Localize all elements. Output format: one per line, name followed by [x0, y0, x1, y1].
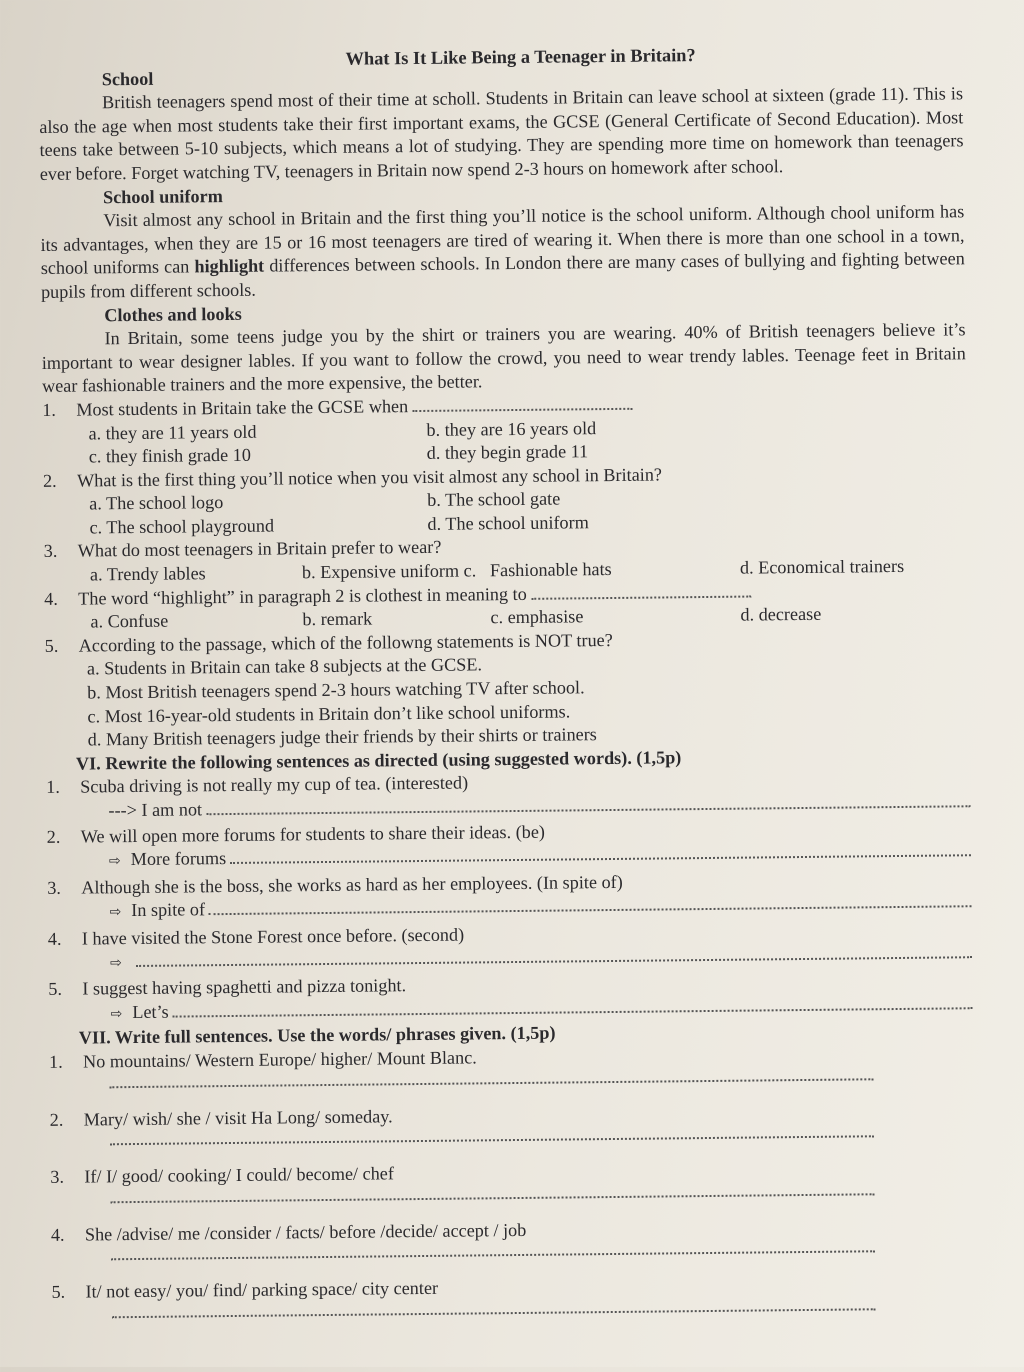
- option-a: a. The school logo: [89, 492, 224, 514]
- answer-line-2: [110, 1129, 874, 1145]
- item-number: 1.: [48, 1051, 63, 1072]
- item-text: Mary/ wish/ she / visit Ha Long/ someday.: [83, 1105, 393, 1130]
- question-number: 3.: [43, 541, 58, 562]
- option-c: c. emphasise: [490, 606, 584, 628]
- paragraph-clothes: In Britain, some teens judge you by the shirt or trainers you are wearing. 40% of British teenagers believe it’s important to wear designer lables. If you want to follow the crowd, you need to wear trendy lables. Teenage feet in Britain wear fashionable trainers and the more expensive, the better.: [41, 319, 966, 397]
- arrow-icon: ⇨: [108, 853, 121, 870]
- item-text: We will open more forums for students to share their ideas. (be): [80, 821, 546, 847]
- arrow-icon: ⇨: [110, 1005, 123, 1023]
- question-number: 4.: [44, 588, 58, 609]
- item-text: Although she is the boss, she works as hard as her employees. (In spite of): [81, 871, 623, 898]
- sentence-item-3: [50, 1156, 974, 1189]
- answer-line-1: [109, 1072, 873, 1088]
- item-number: 3.: [47, 877, 62, 898]
- question-text: What do most teenagers in Britain prefer to wear?: [77, 537, 442, 562]
- item-number: 4.: [47, 928, 62, 949]
- option-a: a. Trendy lables: [89, 563, 206, 585]
- question-number: 2.: [42, 470, 57, 491]
- option-d: d. decrease: [740, 604, 822, 625]
- answer-prompt: In spite of: [131, 899, 206, 921]
- option-b: b. The school gate: [427, 488, 561, 511]
- option-c: c. they finish grade 10: [88, 444, 251, 467]
- heading-school-uniform: School uniform: [102, 185, 223, 207]
- option-d: d. Economical trainers: [739, 555, 905, 578]
- item-number: 2.: [49, 1109, 64, 1130]
- paragraph-school-uniform: [40, 200, 965, 304]
- item-text: She /advise/ me /consider / facts/ before /decide/ accept / job: [84, 1219, 527, 1245]
- sentence-item-2: [50, 1099, 974, 1132]
- item-text: It/ not easy/ you/ find/ parking space/ city center: [85, 1278, 439, 1302]
- arrow-icon: ⇨: [109, 904, 122, 921]
- option-a: a. Confuse: [90, 610, 169, 632]
- item-number: 5.: [48, 978, 63, 1000]
- option-b: b. they are 16 years old: [426, 417, 597, 440]
- answer-line-4: [111, 1245, 875, 1261]
- option-d: d. Many British teenagers judge their friends by their shirts or trainers: [87, 724, 597, 750]
- answer-line-3: [110, 1187, 874, 1203]
- answer-prompt: More forums: [130, 848, 227, 870]
- question-text: According to the passage, which of the followng statements is NOT true?: [78, 629, 613, 656]
- uniform-text-after: differences between schools. In London there are many cases of bullying and fighting between pupils from different schools.: [40, 248, 965, 302]
- question-text: Most students in Britain take the GCSE when: [76, 396, 409, 420]
- arrow-icon: ⇨: [109, 954, 122, 971]
- question-text: What is the first thing you’ll notice when you visit almost any school in Britain?: [76, 464, 663, 491]
- heading-school: School: [101, 68, 154, 89]
- item-text: I have visited the Stone Forest once before. (second): [81, 924, 465, 949]
- question-text: The word “highlight” in paragraph 2 is clothest in meaning to: [78, 583, 527, 609]
- question-number: 5.: [44, 635, 59, 656]
- option-a: a. they are 11 years old: [88, 421, 257, 443]
- option-d: d. they begin grade 11: [426, 441, 589, 464]
- section-6-heading: VI. Rewrite the following sentences as directed (using suggested words). (1,5p): [75, 747, 682, 774]
- option-b: b. Expensive uniform c.: [301, 560, 477, 583]
- option-b: b. remark: [302, 608, 373, 630]
- item-number: 5.: [51, 1282, 66, 1303]
- option-b: b. Most British teenagers spend 2-3 hours watching TV after school.: [87, 677, 585, 703]
- item-text: If/ I/ good/ cooking/ I could/ become/ chef: [84, 1163, 394, 1187]
- item-number: 2.: [46, 826, 61, 847]
- sentence-item-5: [51, 1272, 975, 1305]
- question-number: 1.: [42, 399, 57, 420]
- heading-clothes-and-looks: Clothes and looks: [104, 303, 242, 325]
- option-c: c. Most 16-year-old students in Britain don’t like school uniforms.: [87, 701, 571, 727]
- question-5-options: [45, 649, 970, 753]
- option-c: Fashionable hats: [489, 559, 612, 581]
- option-d: d. The school uniform: [427, 512, 589, 534]
- bold-word-highlight: highlight: [194, 255, 265, 277]
- option-a: a. Students in Britain can take 8 subjects at the GCSE.: [86, 654, 483, 679]
- item-text: No mountains/ Western Europe/ higher/ Mount Blanc.: [82, 1047, 477, 1072]
- uniform-text-before: Visit almost any school in Britain and the first thing you’ll notice is the school uniform. Although chool uniform has its advantages, when they are 15 or 16 most teenagers are tired of wearing it. When there is more than one school in a town, school uniforms can: [40, 201, 965, 279]
- section-7-title: Write full sentences. Use the words/ phrases given. (1,5p): [114, 1022, 556, 1048]
- option-c: c. The school playground: [89, 515, 275, 538]
- passage-title: What Is It Like Being a Teenager in Britain?: [345, 45, 696, 69]
- answer-prompt: ---> I am not: [108, 799, 203, 821]
- answer-blank: [413, 396, 633, 412]
- item-number: 4.: [50, 1224, 65, 1245]
- paragraph-school: British teenagers spend most of their time at scholl. Students in Britain can leave school at sixteen (grade 11). This is also the age when most students take their first important exams, the GCSE (General Certificate of Second Education). Most teens take between 5-10 subjects, which means a lot of studying. They are spending more time on homework than teenagers ever before. Forget watching TV, teenagers in Britain now spend 2-3 hours on homework after school.: [39, 83, 964, 184]
- section-7-number: VII.: [78, 1027, 111, 1048]
- sentence-item-4: [51, 1214, 975, 1247]
- item-number: 3.: [50, 1166, 65, 1188]
- item-text: Scuba driving is not really my cup of tea. (interested): [80, 772, 469, 797]
- answer-blank: [531, 583, 751, 599]
- item-text: I suggest having spaghetti and pizza tonight.: [82, 975, 407, 999]
- item-number: 1.: [46, 777, 60, 798]
- answer-line-5: [112, 1302, 876, 1318]
- answer-prompt: Let’s: [132, 1001, 169, 1022]
